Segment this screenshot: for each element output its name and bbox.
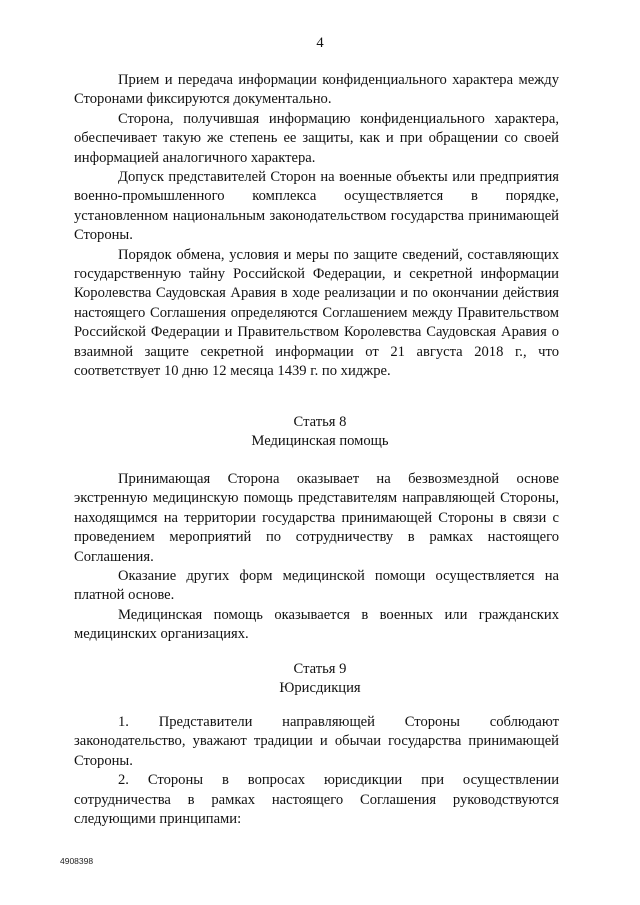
article-9-paragraph-2: 2. Стороны в вопросах юрисдикции при осуществлении сотрудничества в рамках настоящего Соглашения руководствуются следующими принципами:	[74, 772, 559, 828]
article-9-section	[74, 713, 559, 829]
article-9-title: Юрисдикция	[279, 680, 361, 696]
page-number: 4	[316, 35, 324, 51]
article-8-title: Медицинская помощь	[251, 433, 389, 449]
article-9-paragraph-1: 1. Представители направляющей Стороны соблюдают законодательство, уважают традиции и обычаи государства принимающей Стороны.	[74, 714, 559, 769]
article-8-paragraph-2: Оказание других форм медицинской помощи осуществляется на платной основе.	[74, 568, 559, 604]
article-8-paragraph-3: Медицинская помощь оказывается в военных или гражданских медицинских организациях.	[74, 606, 559, 643]
paragraph-1: Прием и передача информации конфиденциального характера между Сторонами фиксируются документально.	[74, 72, 559, 108]
article-8-number: Статья 8	[293, 414, 347, 430]
paragraph-2: Сторона, получившая информацию конфиденциального характера, обеспечивает такую же степень ее защиты, как и при обращении со своей информацией аналогичного характера.	[74, 110, 559, 166]
document-code: 4908398	[60, 856, 94, 866]
paragraph-4: Порядок обмена, условия и меры по защите сведений, составляющих государственную тайну Российской Федерации, и секретной информации Королевства Саудовская Аравия в ходе реализации и по окончании действия настоящего Соглашения определяются Соглашением между Правительством Российской Федерации и Правительством Королевства Саудовская Аравия о взаимной защите секретной информации от 21 августа 2018 г., что соответствует 10 дню 12 месяца 1439 г. по хиджре.	[74, 246, 559, 380]
article-9-number: Статья 9	[293, 661, 347, 677]
article-8-section	[74, 470, 559, 645]
top-section	[74, 71, 559, 382]
paragraph-3: Допуск представителей Сторон на военные объекты или предприятия военно-промышленного комплекса осуществляется в порядке, установленном национальным законодательством государства принимающей Стороны.	[74, 169, 559, 244]
article-8-paragraph-1: Принимающая Сторона оказывает на безвозмездной основе экстренную медицинскую помощь представителям направляющей Стороны, находящимся на территории государства принимающей Стороны в связи с проведением мероприятий по сотрудничеству в рамках настоящего Соглашения.	[74, 471, 559, 565]
